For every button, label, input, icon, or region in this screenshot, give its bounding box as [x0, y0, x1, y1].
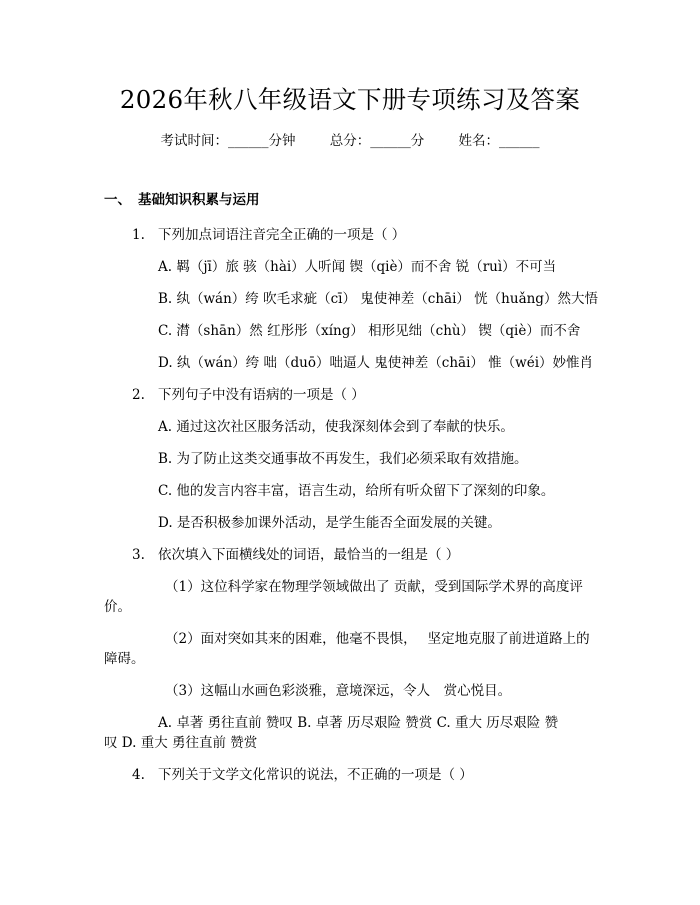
q1-option-b: B. 纨（wán）绔 吹毛求疵（cī） 鬼使神差（chāi） 恍（huǎng）然大悟 [158, 291, 598, 307]
q1-option-a: A. 羁（jī）旅 骇（hài）人听闻 锲（qiè）而不舍 锐（ruì）不可当 [158, 259, 557, 275]
q1-option-d: D. 纨（wán）绔 咄（duō）咄逼人 鬼使神差（chāi） 惟（wéi）妙惟肖 [158, 355, 594, 371]
question-number: 4. [132, 767, 145, 783]
question-number: 2. [132, 387, 145, 403]
question-number: 3. [132, 547, 145, 563]
q2-option-c: C. 他的发言内容丰富，语言生动，给所有听众留下了深刻的印象。 [158, 483, 555, 499]
q2-option-a: A. 通过这次社区服务活动，使我深刻体会到了奉献的快乐。 [158, 419, 514, 435]
q3-choices: A. 卓著 勇往直前 赞叹 B. 卓著 历尽艰险 赞赏 C. 重大 历尽艰险 赞 [158, 715, 559, 731]
q3-choices-cont: 叹 D. 重大 勇往直前 赞赏 [104, 735, 258, 751]
section-number: 一、 [104, 192, 131, 208]
q1-option-c: C. 潸（shān）然 红彤彤（xíng） 相形见绌（chù） 锲（qiè）而不舍 [158, 323, 581, 339]
question-4 [132, 765, 473, 785]
q3-sentence-2-cont: 障碍。 [104, 651, 145, 667]
q3-sentence-2: （2）面对突如其来的困难，他毫不畏惧， 坚定地克服了前进道路上的 [165, 631, 590, 647]
total-score: 总分：______分 [329, 133, 425, 149]
question-3 [132, 545, 459, 565]
q2-option-b: B. 为了防止这类交通事故不再发生，我们必须采取有效措施。 [158, 451, 528, 467]
question-1 [132, 225, 405, 245]
q3-sentence-3: （3）这幅山水画色彩淡雅，意境深远，令人 赏心悦目。 [165, 683, 512, 699]
q3-sentence-1-cont: 价。 [104, 599, 131, 615]
student-name: 姓名：______ [458, 133, 540, 149]
section-title: 基础知识积累与运用 [138, 192, 260, 208]
question-stem: 依次填入下面横线处的词语，最恰当的一组是（ ） [158, 547, 460, 563]
question-stem: 下列关于文学文化常识的说法，不正确的一项是（ ） [158, 767, 473, 783]
question-stem: 下列加点词语注音完全正确的一项是（ ） [158, 227, 406, 243]
q2-option-d: D. 是否积极参加课外活动，是学生能否全面发展的关键。 [158, 515, 501, 531]
question-number: 1. [132, 227, 145, 243]
question-stem: 下列句子中没有语病的一项是（ ） [158, 387, 365, 403]
question-2 [132, 385, 365, 405]
q3-sentence-1: （1）这位科学家在物理学领域做出了 贡献，受到国际学术界的高度评 [165, 579, 583, 595]
page-title: 2026年秋八年级语文下册专项练习及答案 [119, 85, 581, 114]
section-heading [104, 190, 260, 210]
exam-meta [0, 131, 700, 151]
exam-time: 考试时间：______分钟 [160, 133, 296, 149]
